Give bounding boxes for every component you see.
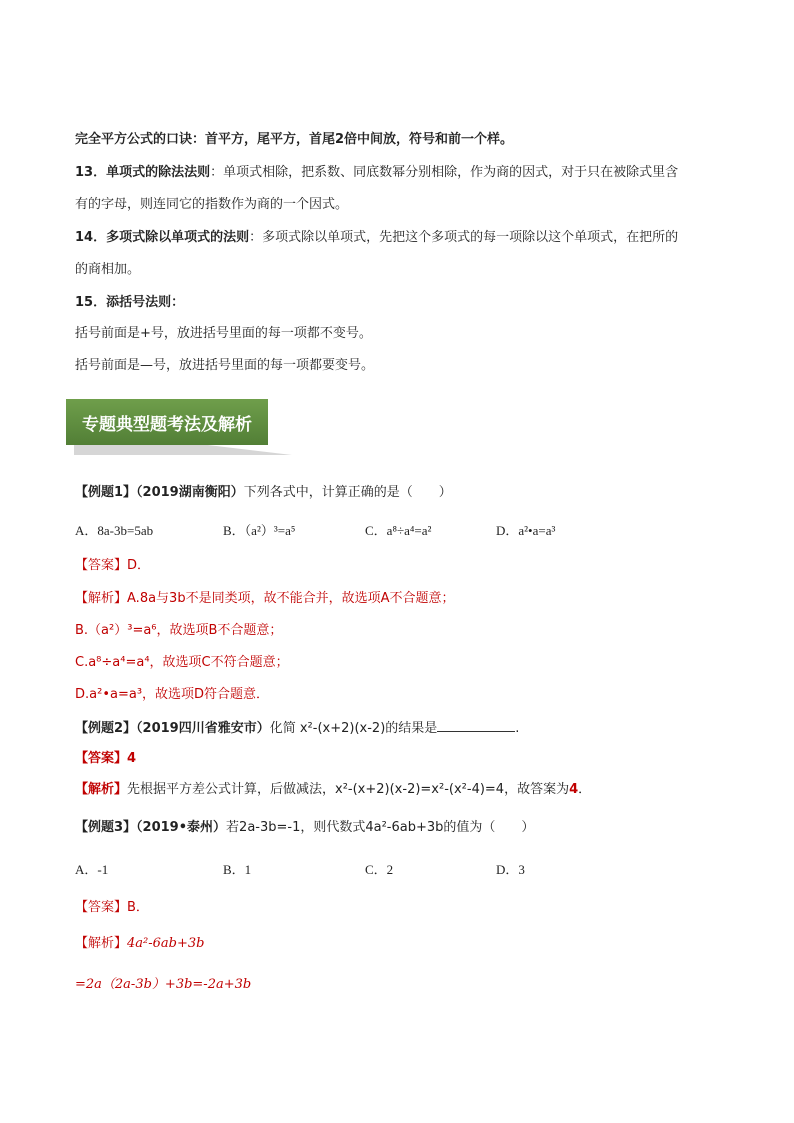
- example-3-analysis-expr: 4a²-6ab+3b: [127, 936, 205, 951]
- example-2-answer: [75, 750, 136, 768]
- example-3-text: 若2a-3b=-1，则代数式4a²-6ab+3b的值为（ ）: [226, 820, 535, 835]
- example-1-option-c: C．a⁸÷a⁴=a²: [365, 523, 432, 538]
- example-3-tag: 【例题3】: [75, 820, 137, 835]
- example-1-tag: 【例题1】: [75, 485, 137, 500]
- example-2-analysis-end: ．: [578, 782, 592, 797]
- rule-14-text: ：多项式除以单项式，先把这个多项式的每一项除以这个单项式，在把所的: [249, 230, 679, 245]
- example-1-text: 下列各式中，计算正确的是（ ）: [243, 485, 452, 500]
- example-3-option-a: A．-1: [75, 862, 109, 877]
- example-1-analysis-b: B.（a²）³=a⁶，故选项B不合题意；: [75, 623, 283, 638]
- example-3-source: （2019•泰州）: [136, 820, 227, 835]
- example-1-options: [75, 522, 635, 540]
- rule-15-plus: 括号前面是+号，放进括号里面的每一项都不变号。: [75, 326, 372, 341]
- example-3-options: [75, 861, 635, 879]
- example-1-option-b: B．（a²）³=a⁵: [223, 523, 296, 538]
- rule-14-line1: [75, 229, 678, 247]
- example-2-answer-value: 4: [127, 751, 137, 766]
- example-2-question: [75, 719, 519, 738]
- example-2-answer-tag: 【答案】: [75, 751, 128, 766]
- example-3-answer: 【答案】B．: [75, 900, 149, 915]
- example-3-analysis-line1: [75, 935, 204, 953]
- example-2-text: 化简 x²-(x+2)(x-2)的结果是: [269, 721, 438, 736]
- example-1-analysis-c: C.a⁸÷a⁴=a⁴，故选项C不符合题意；: [75, 655, 289, 670]
- rule-13-heading: 13．单项式的除法法则: [75, 165, 211, 180]
- example-2-analysis-value: 4: [569, 782, 579, 797]
- rule-15-heading: 15．添括号法则：: [75, 295, 185, 310]
- rule-14-heading: 14．多项式除以单项式的法则: [75, 230, 250, 245]
- section-title: 专题典型题考法及解析: [66, 399, 268, 445]
- rule-15-minus: 括号前面是—号，放进括号里面的每一项都要变号。: [75, 358, 375, 373]
- example-2-analysis: [75, 781, 591, 799]
- example-1-option-a: A．8a-3b=5ab: [75, 523, 154, 538]
- formula-mnemonic: 完全平方公式的口诀：首平方，尾平方，首尾2倍中间放，符号和前一个样。: [75, 132, 514, 147]
- example-2-tag: 【例题2】: [75, 721, 137, 736]
- example-1-analysis-d: D.a²•a=a³，故选项D符合题意．: [75, 687, 270, 702]
- answer-blank: [437, 719, 515, 732]
- example-3-question: [75, 819, 534, 837]
- example-1-analysis-line1: [75, 590, 454, 608]
- rule-14-line2: 的商相加。: [75, 262, 141, 277]
- example-2-analysis-tag: 【解析】: [75, 782, 128, 797]
- example-3-option-b: B．1: [223, 862, 252, 877]
- example-1-analysis-a: A.8a与3b不是同类项，故不能合并，故选项A不合题意；: [127, 591, 455, 606]
- example-2-end: .: [515, 721, 520, 736]
- rule-13-line1: [75, 164, 678, 182]
- example-2-analysis-text: 先根据平方差公式计算，后做减法，x²-(x+2)(x-2)=x²-(x²-4)=4，故答案为: [127, 782, 570, 797]
- example-1-option-d: D．a²•a=a³: [496, 523, 556, 538]
- rule-13-line2: 有的字母，则连同它的指数作为商的一个因式。: [75, 197, 349, 212]
- example-1-source: （2019湖南衡阳）: [136, 485, 244, 500]
- example-1-question: [75, 484, 452, 502]
- section-banner: [66, 399, 292, 455]
- example-3-analysis-line2: =2a（2a-3b）+3b=-2a+3b: [75, 977, 252, 992]
- example-3-option-d: D．3: [496, 862, 525, 877]
- example-2-source: （2019四川省雅安市）: [136, 721, 270, 736]
- example-3-option-c: C．2: [365, 862, 394, 877]
- example-3-analysis-tag: 【解析】: [75, 936, 128, 951]
- rule-13-text: ：单项式相除，把系数、同底数幂分别相除，作为商的因式，对于只在被除式里含: [210, 165, 679, 180]
- example-1-answer: 【答案】D．: [75, 558, 151, 573]
- example-1-analysis-tag: 【解析】: [75, 591, 128, 606]
